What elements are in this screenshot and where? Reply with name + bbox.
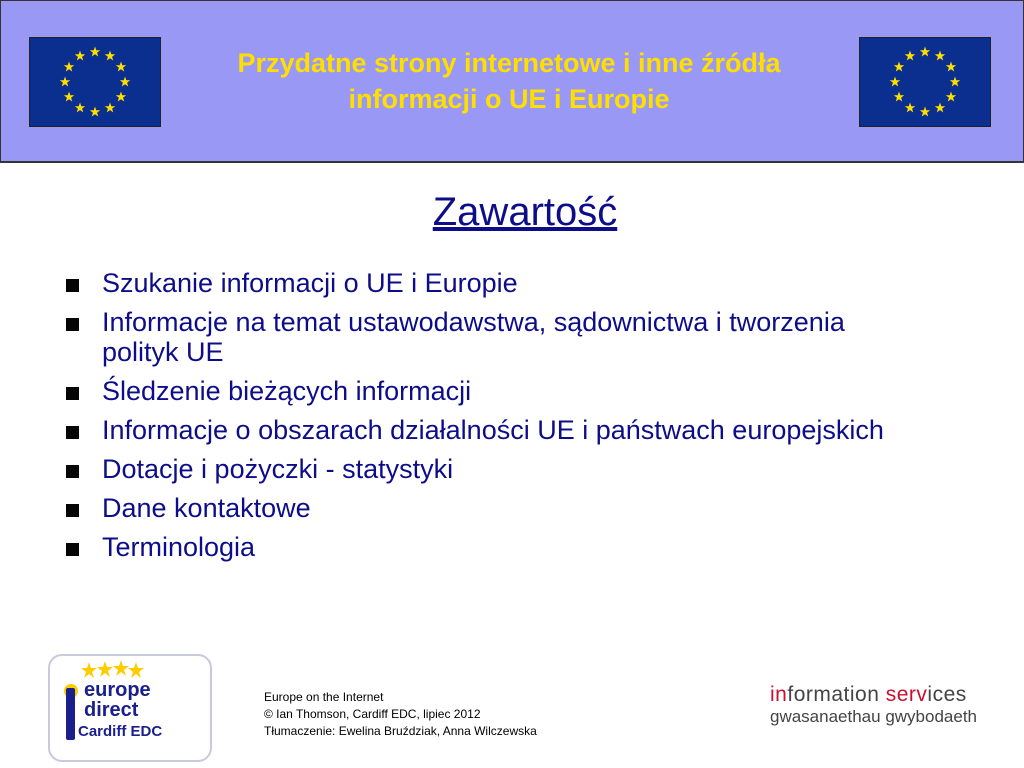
list-item	[66, 415, 926, 445]
star-icon	[905, 51, 915, 61]
logo-bar	[66, 688, 75, 740]
is-logo-part1: in	[770, 683, 788, 706]
square-bullet-icon	[66, 465, 79, 478]
header-title	[161, 45, 857, 117]
star-icon	[75, 51, 85, 61]
is-logo-part4: ices	[927, 683, 967, 706]
logo-line1: europe	[84, 679, 151, 701]
star-icon	[75, 102, 85, 112]
list-item	[66, 493, 926, 523]
header-band	[0, 0, 1024, 163]
star-icon	[935, 51, 945, 61]
star-icon	[116, 92, 126, 102]
header-title-line2: informacji o UE i Europie	[348, 84, 670, 114]
star-icon	[946, 92, 956, 102]
square-bullet-icon	[66, 504, 79, 517]
star-icon	[90, 107, 100, 117]
list-item-text: Dane kontaktowe	[102, 493, 311, 523]
star-icon	[950, 77, 960, 87]
europe-direct-logo	[48, 654, 212, 762]
square-bullet-icon	[66, 387, 79, 400]
star-icon	[60, 77, 70, 87]
logo-line3: Cardiff EDC	[78, 723, 163, 740]
star-icon	[105, 51, 115, 61]
footer-line3: Tłumaczenie: Ewelina Bruździak, Anna Wilczewska	[264, 724, 537, 738]
star-icon	[894, 92, 904, 102]
list-item	[66, 307, 926, 367]
star-icon	[64, 62, 74, 72]
eu-flag-stars	[860, 38, 990, 126]
information-services-logo	[770, 683, 1010, 727]
star-icon	[946, 62, 956, 72]
bullet-list	[66, 268, 926, 571]
list-item-text: Informacje o obszarach działalności UE i państwach europejskich	[102, 415, 884, 445]
star-icon	[890, 77, 900, 87]
star-icon	[905, 102, 915, 112]
square-bullet-icon	[66, 543, 79, 556]
square-bullet-icon	[66, 426, 79, 439]
list-item	[66, 376, 926, 406]
star-icon	[894, 62, 904, 72]
logo-line2: direct	[84, 699, 139, 721]
list-item	[66, 268, 926, 298]
star-icon	[935, 102, 945, 112]
eu-flag-icon	[859, 37, 991, 127]
list-item-text: Dotacje i pożyczki - statystyki	[102, 454, 454, 484]
star-icon	[90, 47, 100, 57]
list-item-text: Śledzenie bieżących informacji	[102, 376, 472, 406]
list-item	[66, 532, 926, 562]
is-logo-part3: serv	[885, 683, 928, 706]
list-item	[66, 454, 926, 484]
section-title: Zawartość	[432, 190, 618, 234]
list-item-text: Terminologia	[102, 532, 256, 562]
is-logo-part2: formation	[787, 683, 886, 706]
is-logo-line1	[770, 683, 1010, 707]
eu-flag-icon	[29, 37, 161, 127]
footer-line2: © Ian Thomson, Cardiff EDC, lipiec 2012	[264, 707, 481, 721]
list-item-text: Informacje na temat ustawodawstwa, sądownictwa i tworzenia polityk UE	[102, 307, 845, 367]
star-icon	[64, 92, 74, 102]
header-title-line1: Przydatne strony internetowe i inne źródła	[237, 48, 781, 78]
is-logo-line2: gwasanaethau gwybodaeth	[770, 707, 977, 726]
eu-flag-stars	[30, 38, 160, 126]
star-icon	[920, 47, 930, 57]
square-bullet-icon	[66, 279, 79, 292]
list-item-text: Szukanie informacji o UE i Europie	[102, 268, 518, 298]
star-icon	[920, 107, 930, 117]
star-icon	[120, 77, 130, 87]
square-bullet-icon	[66, 318, 79, 331]
star-icon	[116, 62, 126, 72]
footer-credits	[264, 689, 537, 740]
footer-line1: Europe on the Internet	[264, 690, 384, 704]
star-icon	[105, 102, 115, 112]
